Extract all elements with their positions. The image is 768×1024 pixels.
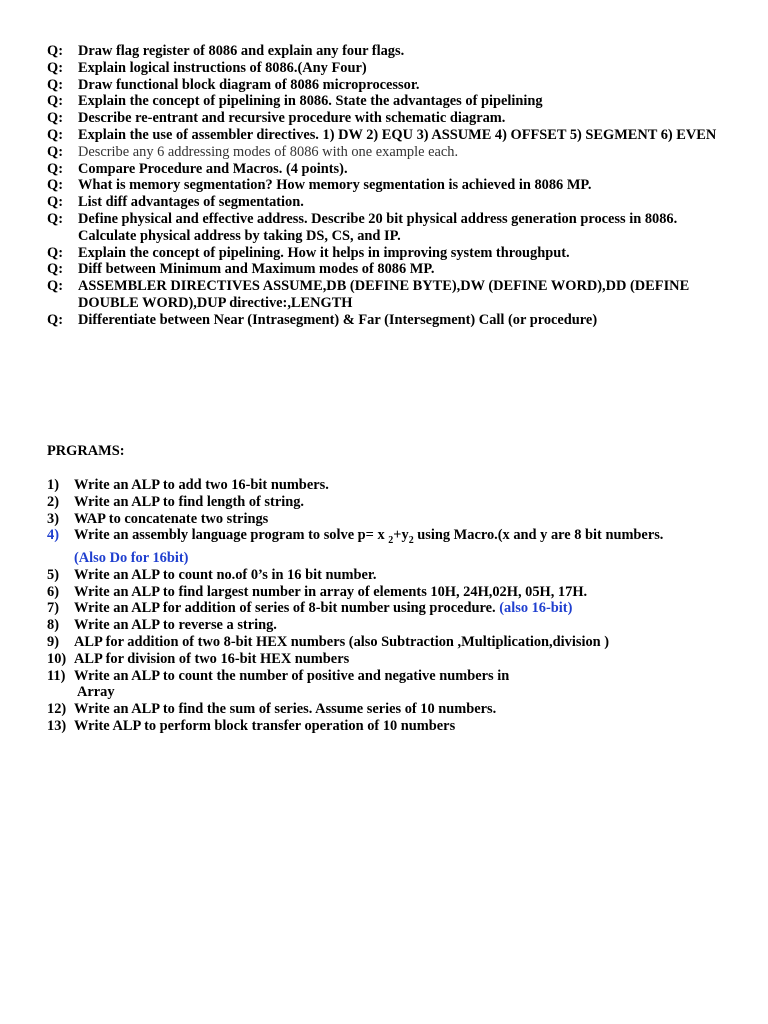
question-item [47,211,737,245]
program-text: Write an ALP to find the sum of series. Assume series of 10 numbers. [74,701,497,718]
program-text-continued: Array [77,684,115,701]
program-item [47,584,737,601]
program-item [47,494,737,511]
program-number: 13) [47,718,67,735]
question-text: Differentiate between Near (Intrasegment) & Far (Intersegment) Call (or procedure) [78,311,598,328]
question-label: Q: [47,278,63,295]
program-text: Write ALP to perform block transfer operation of 10 numbers [74,718,456,735]
question-label: Q: [47,261,63,278]
program-text: WAP to concatenate two strings [74,510,269,527]
program-text-part: using Macro.(x and y are 8 bit numbers. [413,527,664,544]
program-number: 8) [47,617,59,634]
program-text: Write an ALP to count no.of 0’s in 16 bit number. [74,566,377,583]
question-label: Q: [47,76,63,93]
question-text: Compare Procedure and Macros. (4 points). [78,160,348,177]
question-text: Explain logical instructions of 8086.(Any Four) [78,59,367,76]
question-label: Q: [47,93,63,110]
question-item [47,43,737,60]
subscript: 2 [388,535,394,547]
program-text: Write an ALP to reverse a string. [74,617,277,634]
program-text: ALP for division of two 16-bit HEX numbers [74,650,350,667]
program-text: ALP for addition of two 8-bit HEX numbers (also Subtraction ,Multiplication,division ) [74,634,610,651]
program-text-part: Write an assembly language program to solve p= x [74,527,385,544]
question-text: Draw flag register of 8086 and explain any four flags. [78,43,405,59]
program-number: 7) [47,600,59,617]
program-note: (Also Do for 16bit) [74,550,189,567]
question-label: Q: [47,160,63,177]
program-item [47,718,737,735]
program-text: Write an ALP to find length of string. [74,493,304,510]
program-item [47,668,737,702]
program-text-part: +y [393,527,409,544]
program-item [47,651,737,668]
program-item [47,567,737,584]
program-item [47,617,737,634]
question-text: Define physical and effective address. Describe 20 bit physical address generation process in 8086. Calculate physical address by taking DS, CS, and IP. [78,210,678,244]
program-item [47,600,737,617]
question-label: Q: [47,59,63,76]
program-text-part: Write an ALP to count the number of positive and negative numbers in [74,667,510,684]
question-item [47,161,737,178]
question-label: Q: [47,244,63,261]
program-item [47,477,737,494]
program-item [47,511,737,528]
program-text [74,527,737,566]
program-number: 5) [47,566,59,583]
program-number: 2) [47,493,59,510]
question-text: What is memory segmentation? How memory segmentation is achieved in 8086 MP. [78,177,592,194]
question-text: ASSEMBLER DIRECTIVES ASSUME,DB (DEFINE BYTE),DW (DEFINE WORD),DD (DEFINE DOUBLE WORD),DUP directive:,LENGTH [78,278,690,311]
program-text: Write an ALP to find largest number in array of elements 10H, 24H,02H, 05H, 17H. [74,583,588,600]
question-item [47,245,737,262]
program-number: 3) [47,510,59,527]
question-item [47,77,737,94]
question-item [47,312,737,329]
question-label: Q: [47,210,63,227]
question-text: Explain the use of assembler directives. 1) DW 2) EQU 3) ASSUME 4) OFFSET 5) SEGMENT 6) EVEN [78,126,717,143]
question-item [47,93,737,110]
question-text: Describe any 6 addressing modes of 8086 with one example each. [78,143,459,160]
question-item [47,177,737,194]
question-text: Explain the concept of pipelining in 8086. State the advantages of pipelining [78,93,543,110]
program-number: 11) [47,667,66,684]
program-text-part: Write an ALP for addition of series of 8-bit number using procedure. [74,600,496,617]
program-number: 10) [47,650,67,667]
question-item [47,110,737,127]
question-text: Describe re-entrant and recursive procedure with schematic diagram. [78,110,506,127]
question-item [47,278,737,312]
question-text: List diff advantages of segmentation. [78,194,304,211]
question-item [47,144,737,161]
program-number: 1) [47,477,59,493]
program-text [74,668,737,702]
question-text: Explain the concept of pipelining. How it helps in improving system throughput. [78,244,570,261]
question-item [47,261,737,278]
program-note: (also 16-bit) [499,600,573,617]
programs-list [47,477,737,735]
question-label: Q: [47,194,63,211]
program-number: 12) [47,701,67,718]
question-label: Q: [47,143,63,160]
question-label: Q: [47,43,63,59]
question-text: Draw functional block diagram of 8086 microprocessor. [78,76,420,93]
question-item [47,194,737,211]
question-item [47,127,737,144]
question-label: Q: [47,311,63,328]
program-text: Write an ALP to add two 16-bit numbers. [74,477,329,493]
question-text: Diff between Minimum and Maximum modes of 8086 MP. [78,261,435,278]
question-label: Q: [47,110,63,127]
program-text [74,600,737,617]
program-number: 4) [47,527,59,544]
programs-heading: PRGRAMS: [47,443,125,459]
program-item [47,527,737,566]
program-number: 9) [47,634,59,651]
question-label: Q: [47,177,63,194]
program-item [47,634,737,651]
question-label: Q: [47,126,63,143]
program-item [47,701,737,718]
program-number: 6) [47,583,59,600]
question-item [47,60,737,77]
questions-list [47,43,737,329]
subscript: 2 [408,535,414,547]
